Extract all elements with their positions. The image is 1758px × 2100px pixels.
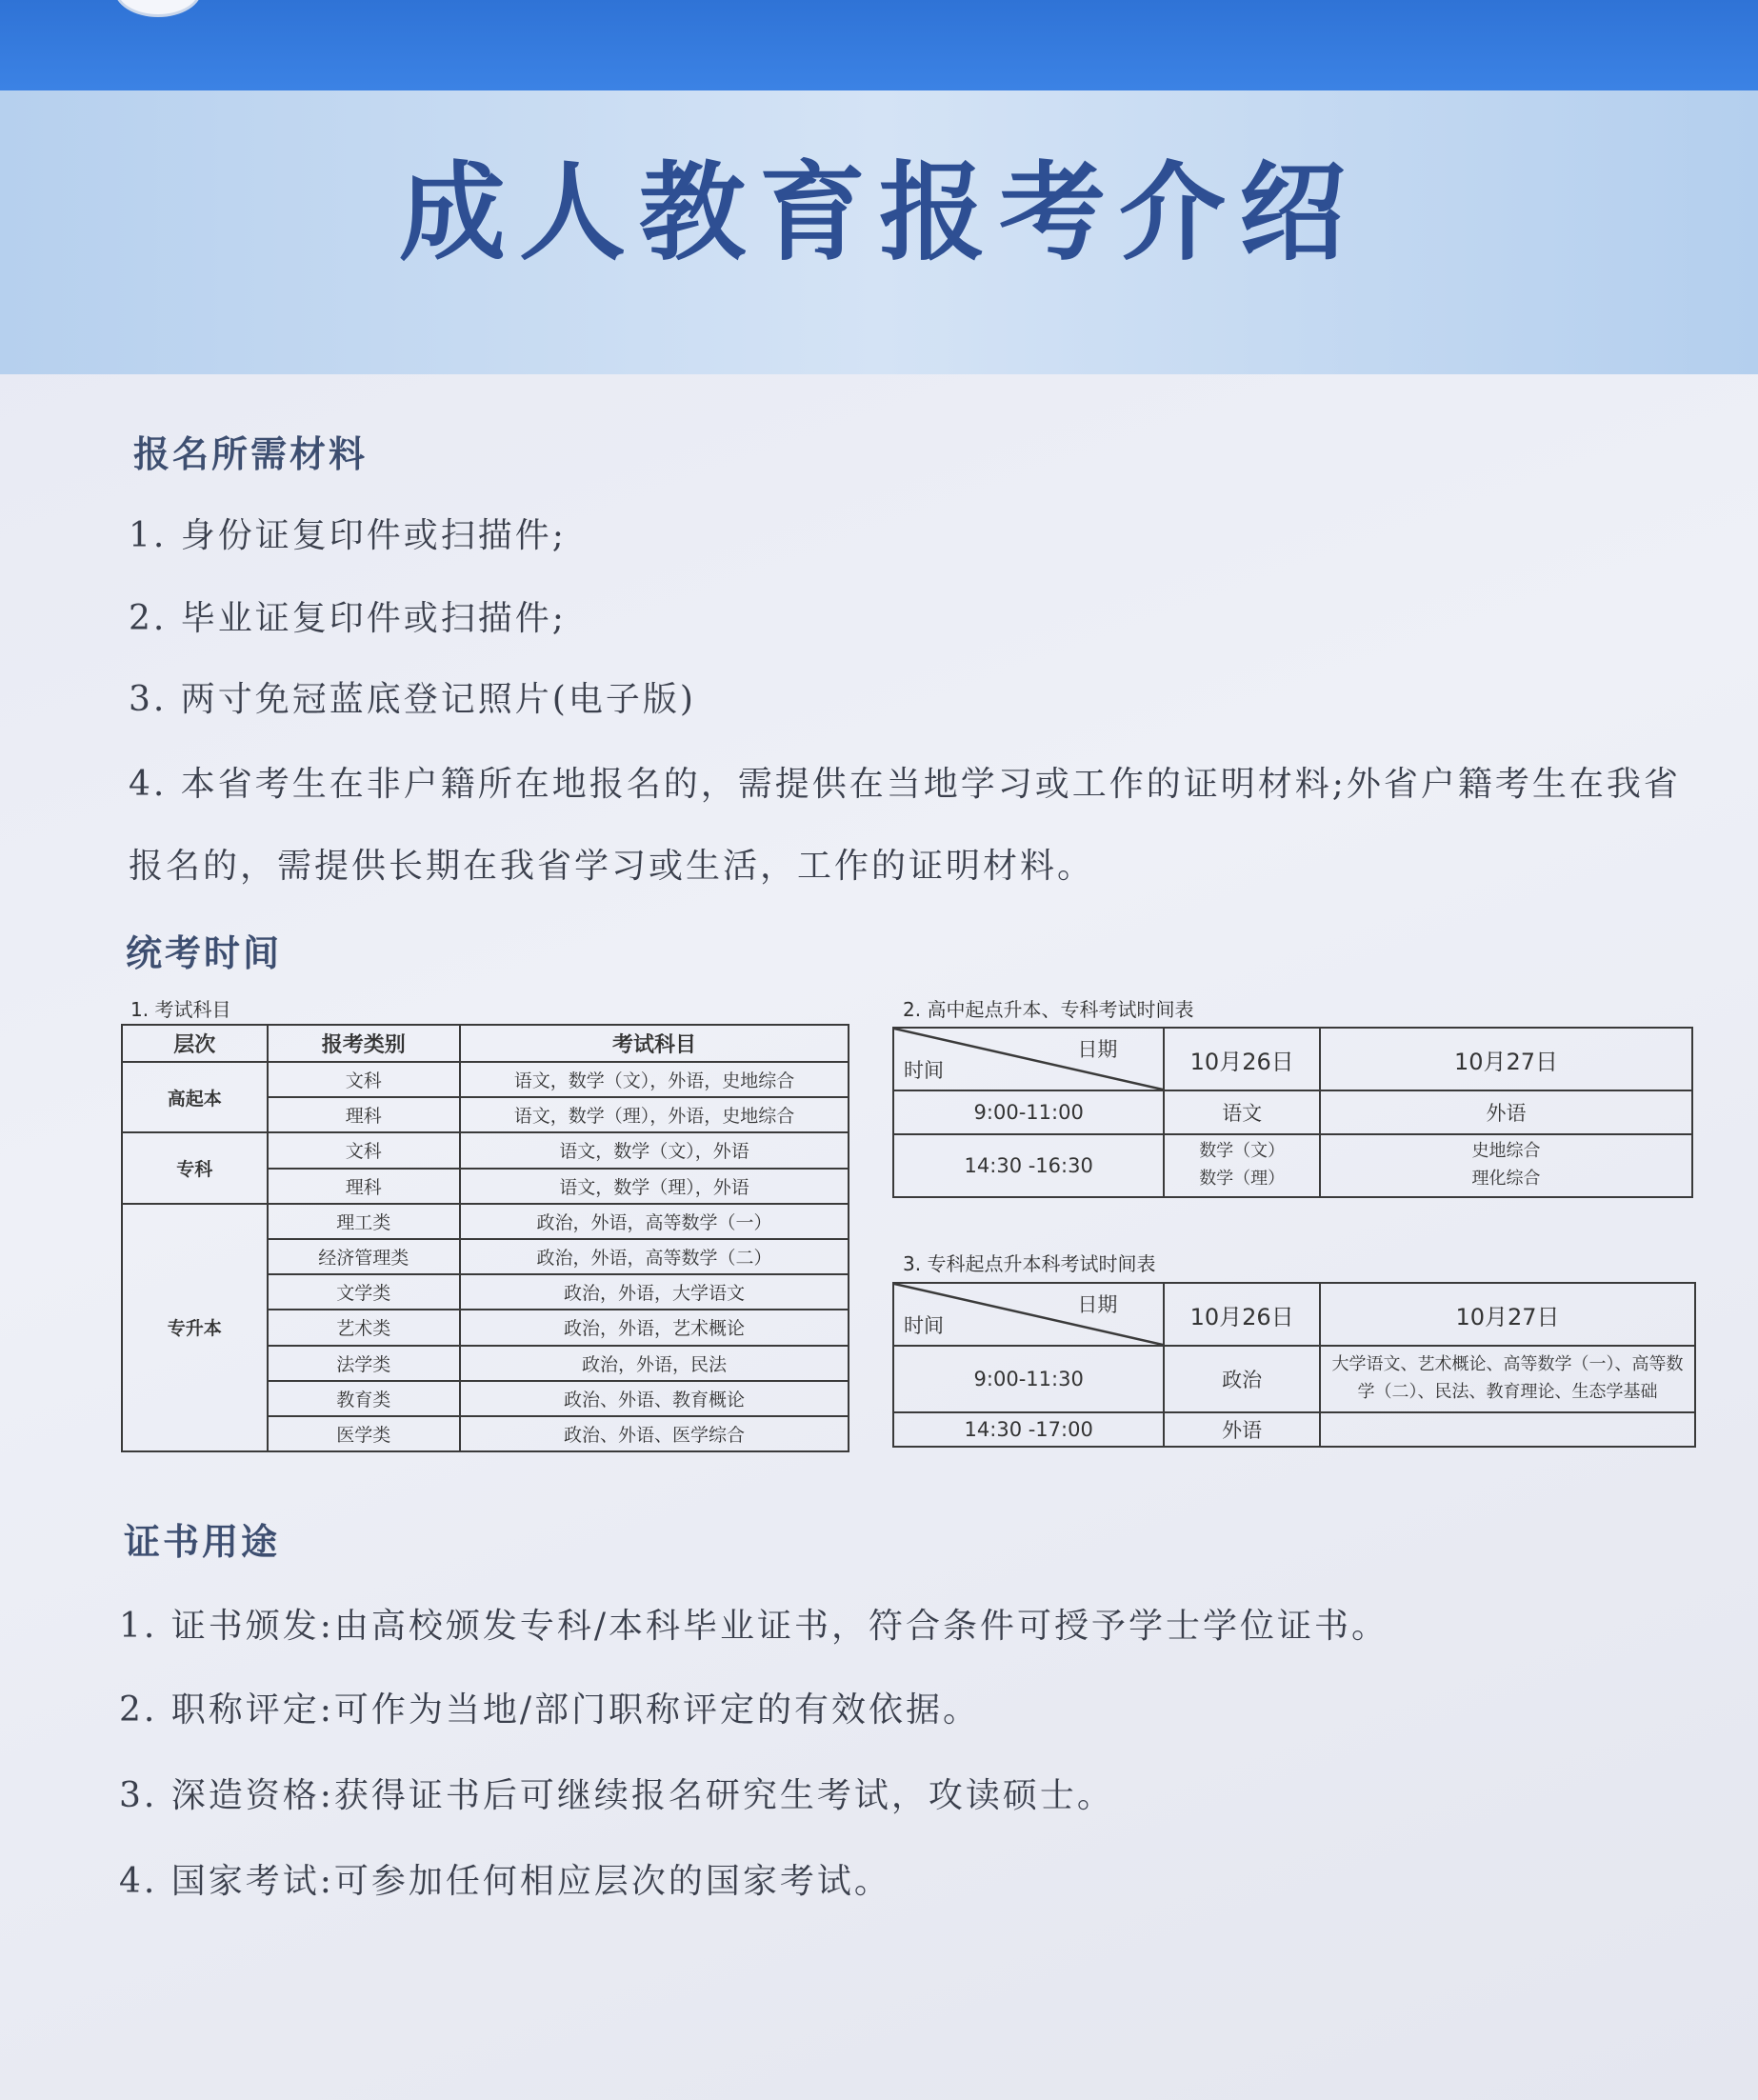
subjects-cell: 语文，数学（文），外语，史地综合 xyxy=(460,1062,849,1097)
table-row xyxy=(893,1346,1695,1412)
materials-item-4-cont: 报名的，需提供长期在我省学习或生活，工作的证明材料。 xyxy=(129,847,1095,886)
certificate-heading: 证书用途 xyxy=(124,1520,281,1563)
date-header: 10月27日 xyxy=(1320,1283,1695,1346)
corner-date-label: 日期 xyxy=(1077,1293,1118,1316)
subject-line: 学（二）、民法、教育理论、生态学基础 xyxy=(1357,1382,1658,1402)
level-cell: 专科 xyxy=(122,1132,268,1203)
corner-time-label: 时间 xyxy=(904,1059,944,1082)
subject-line: 理化综合 xyxy=(1471,1169,1541,1189)
top-color-bar xyxy=(0,0,1758,100)
certificate-item-2: 2. 职称评定:可作为当地/部门职称评定的有效依据。 xyxy=(119,1690,981,1730)
exam-subjects-table xyxy=(121,1024,849,1452)
subject-cell xyxy=(1320,1412,1695,1447)
subjects-cell: 政治，外语，民法 xyxy=(460,1346,849,1381)
table1-caption: 1. 考试科目 xyxy=(130,998,231,1021)
subject-line: 大学语文、艺术概论、高等数学（一）、高等数 xyxy=(1331,1354,1684,1375)
date-header: 10月26日 xyxy=(1164,1283,1320,1346)
subject-cell xyxy=(1164,1134,1320,1197)
corner-time-label: 时间 xyxy=(904,1314,944,1337)
exam-time-heading: 统考时间 xyxy=(126,931,283,974)
subject-line: 数学（理） xyxy=(1199,1169,1286,1189)
time-cell: 14:30 -16:30 xyxy=(893,1134,1164,1197)
table-row xyxy=(893,1134,1692,1197)
page-title: 成人教育报考介绍 xyxy=(399,150,1359,275)
category-cell: 理科 xyxy=(268,1097,460,1132)
corner-date-label: 日期 xyxy=(1077,1038,1118,1061)
category-cell: 法学类 xyxy=(268,1346,460,1381)
category-cell: 文科 xyxy=(268,1132,460,1168)
subjects-cell: 语文，数学（理），外语，史地综合 xyxy=(460,1097,849,1132)
time-cell: 9:00-11:30 xyxy=(893,1346,1164,1412)
highschool-schedule-table xyxy=(892,1027,1693,1198)
table-row xyxy=(122,1132,849,1168)
subject-line: 史地综合 xyxy=(1471,1141,1541,1162)
table-row xyxy=(893,1090,1692,1134)
subjects-cell: 政治、外语、医学综合 xyxy=(460,1416,849,1451)
category-cell: 教育类 xyxy=(268,1381,460,1416)
category-cell: 艺术类 xyxy=(268,1310,460,1345)
certificate-item-4: 4. 国家考试:可参加任何相应层次的国家考试。 xyxy=(119,1862,891,1901)
subjects-cell: 语文，数学（理），外语 xyxy=(460,1169,849,1204)
subjects-cell: 政治，外语，高等数学（二） xyxy=(460,1239,849,1274)
date-header: 10月26日 xyxy=(1164,1028,1320,1090)
certificate-item-1: 1. 证书颁发:由高校颁发专科/本科毕业证书，符合条件可授予学士学位证书。 xyxy=(119,1607,1389,1646)
date-header: 10月27日 xyxy=(1320,1028,1692,1090)
header-level: 层次 xyxy=(122,1025,268,1062)
time-cell: 9:00-11:00 xyxy=(893,1090,1164,1134)
category-cell: 理科 xyxy=(268,1169,460,1204)
subjects-cell: 政治、外语、教育概论 xyxy=(460,1381,849,1416)
category-cell: 理工类 xyxy=(268,1204,460,1239)
materials-heading: 报名所需材料 xyxy=(133,432,369,475)
subjects-cell: 政治，外语，艺术概论 xyxy=(460,1310,849,1345)
corner-cell xyxy=(893,1283,1164,1346)
category-cell: 经济管理类 xyxy=(268,1239,460,1274)
header-category: 报考类别 xyxy=(268,1025,460,1062)
certificate-item-3: 3. 深造资格:获得证书后可继续报名研究生考试，攻读硕士。 xyxy=(119,1776,1114,1815)
table-row xyxy=(122,1204,849,1239)
subject-cell: 外语 xyxy=(1164,1412,1320,1447)
time-cell: 14:30 -17:00 xyxy=(893,1412,1164,1447)
category-cell: 文科 xyxy=(268,1062,460,1097)
subjects-cell: 语文，数学（文），外语 xyxy=(460,1132,849,1168)
subjects-cell: 政治，外语，大学语文 xyxy=(460,1274,849,1310)
level-cell: 高起本 xyxy=(122,1062,268,1132)
category-cell: 文学类 xyxy=(268,1274,460,1310)
category-cell: 医学类 xyxy=(268,1416,460,1451)
materials-item-4: 4. 本省考生在非户籍所在地报名的，需提供在当地学习或工作的证明材料;外省户籍考生在我省 xyxy=(129,765,1681,804)
materials-item-1: 1. 身份证复印件或扫描件; xyxy=(129,516,567,555)
materials-item-3: 3. 两寸免冠蓝底登记照片(电子版) xyxy=(129,680,696,719)
subject-line: 数学（文） xyxy=(1199,1141,1286,1162)
level-cell: 专升本 xyxy=(122,1204,268,1451)
table3-caption: 3. 专科起点升本科考试时间表 xyxy=(903,1252,1156,1275)
table-header-row xyxy=(122,1025,849,1062)
subject-cell: 语文 xyxy=(1164,1090,1320,1134)
subject-cell xyxy=(1320,1346,1695,1412)
table-header-row xyxy=(893,1283,1695,1346)
subject-cell: 外语 xyxy=(1320,1090,1692,1134)
table-header-row xyxy=(893,1028,1692,1090)
table2-caption: 2. 高中起点升本、专科考试时间表 xyxy=(903,998,1194,1021)
subject-cell xyxy=(1320,1134,1692,1197)
header-subjects: 考试科目 xyxy=(460,1025,849,1062)
corner-cell xyxy=(893,1028,1164,1090)
materials-item-2: 2. 毕业证复印件或扫描件; xyxy=(129,599,567,638)
subjects-cell: 政治，外语，高等数学（一） xyxy=(460,1204,849,1239)
subject-cell: 政治 xyxy=(1164,1346,1320,1412)
table-row xyxy=(893,1412,1695,1447)
table-row xyxy=(122,1062,849,1097)
college-schedule-table xyxy=(892,1282,1696,1448)
